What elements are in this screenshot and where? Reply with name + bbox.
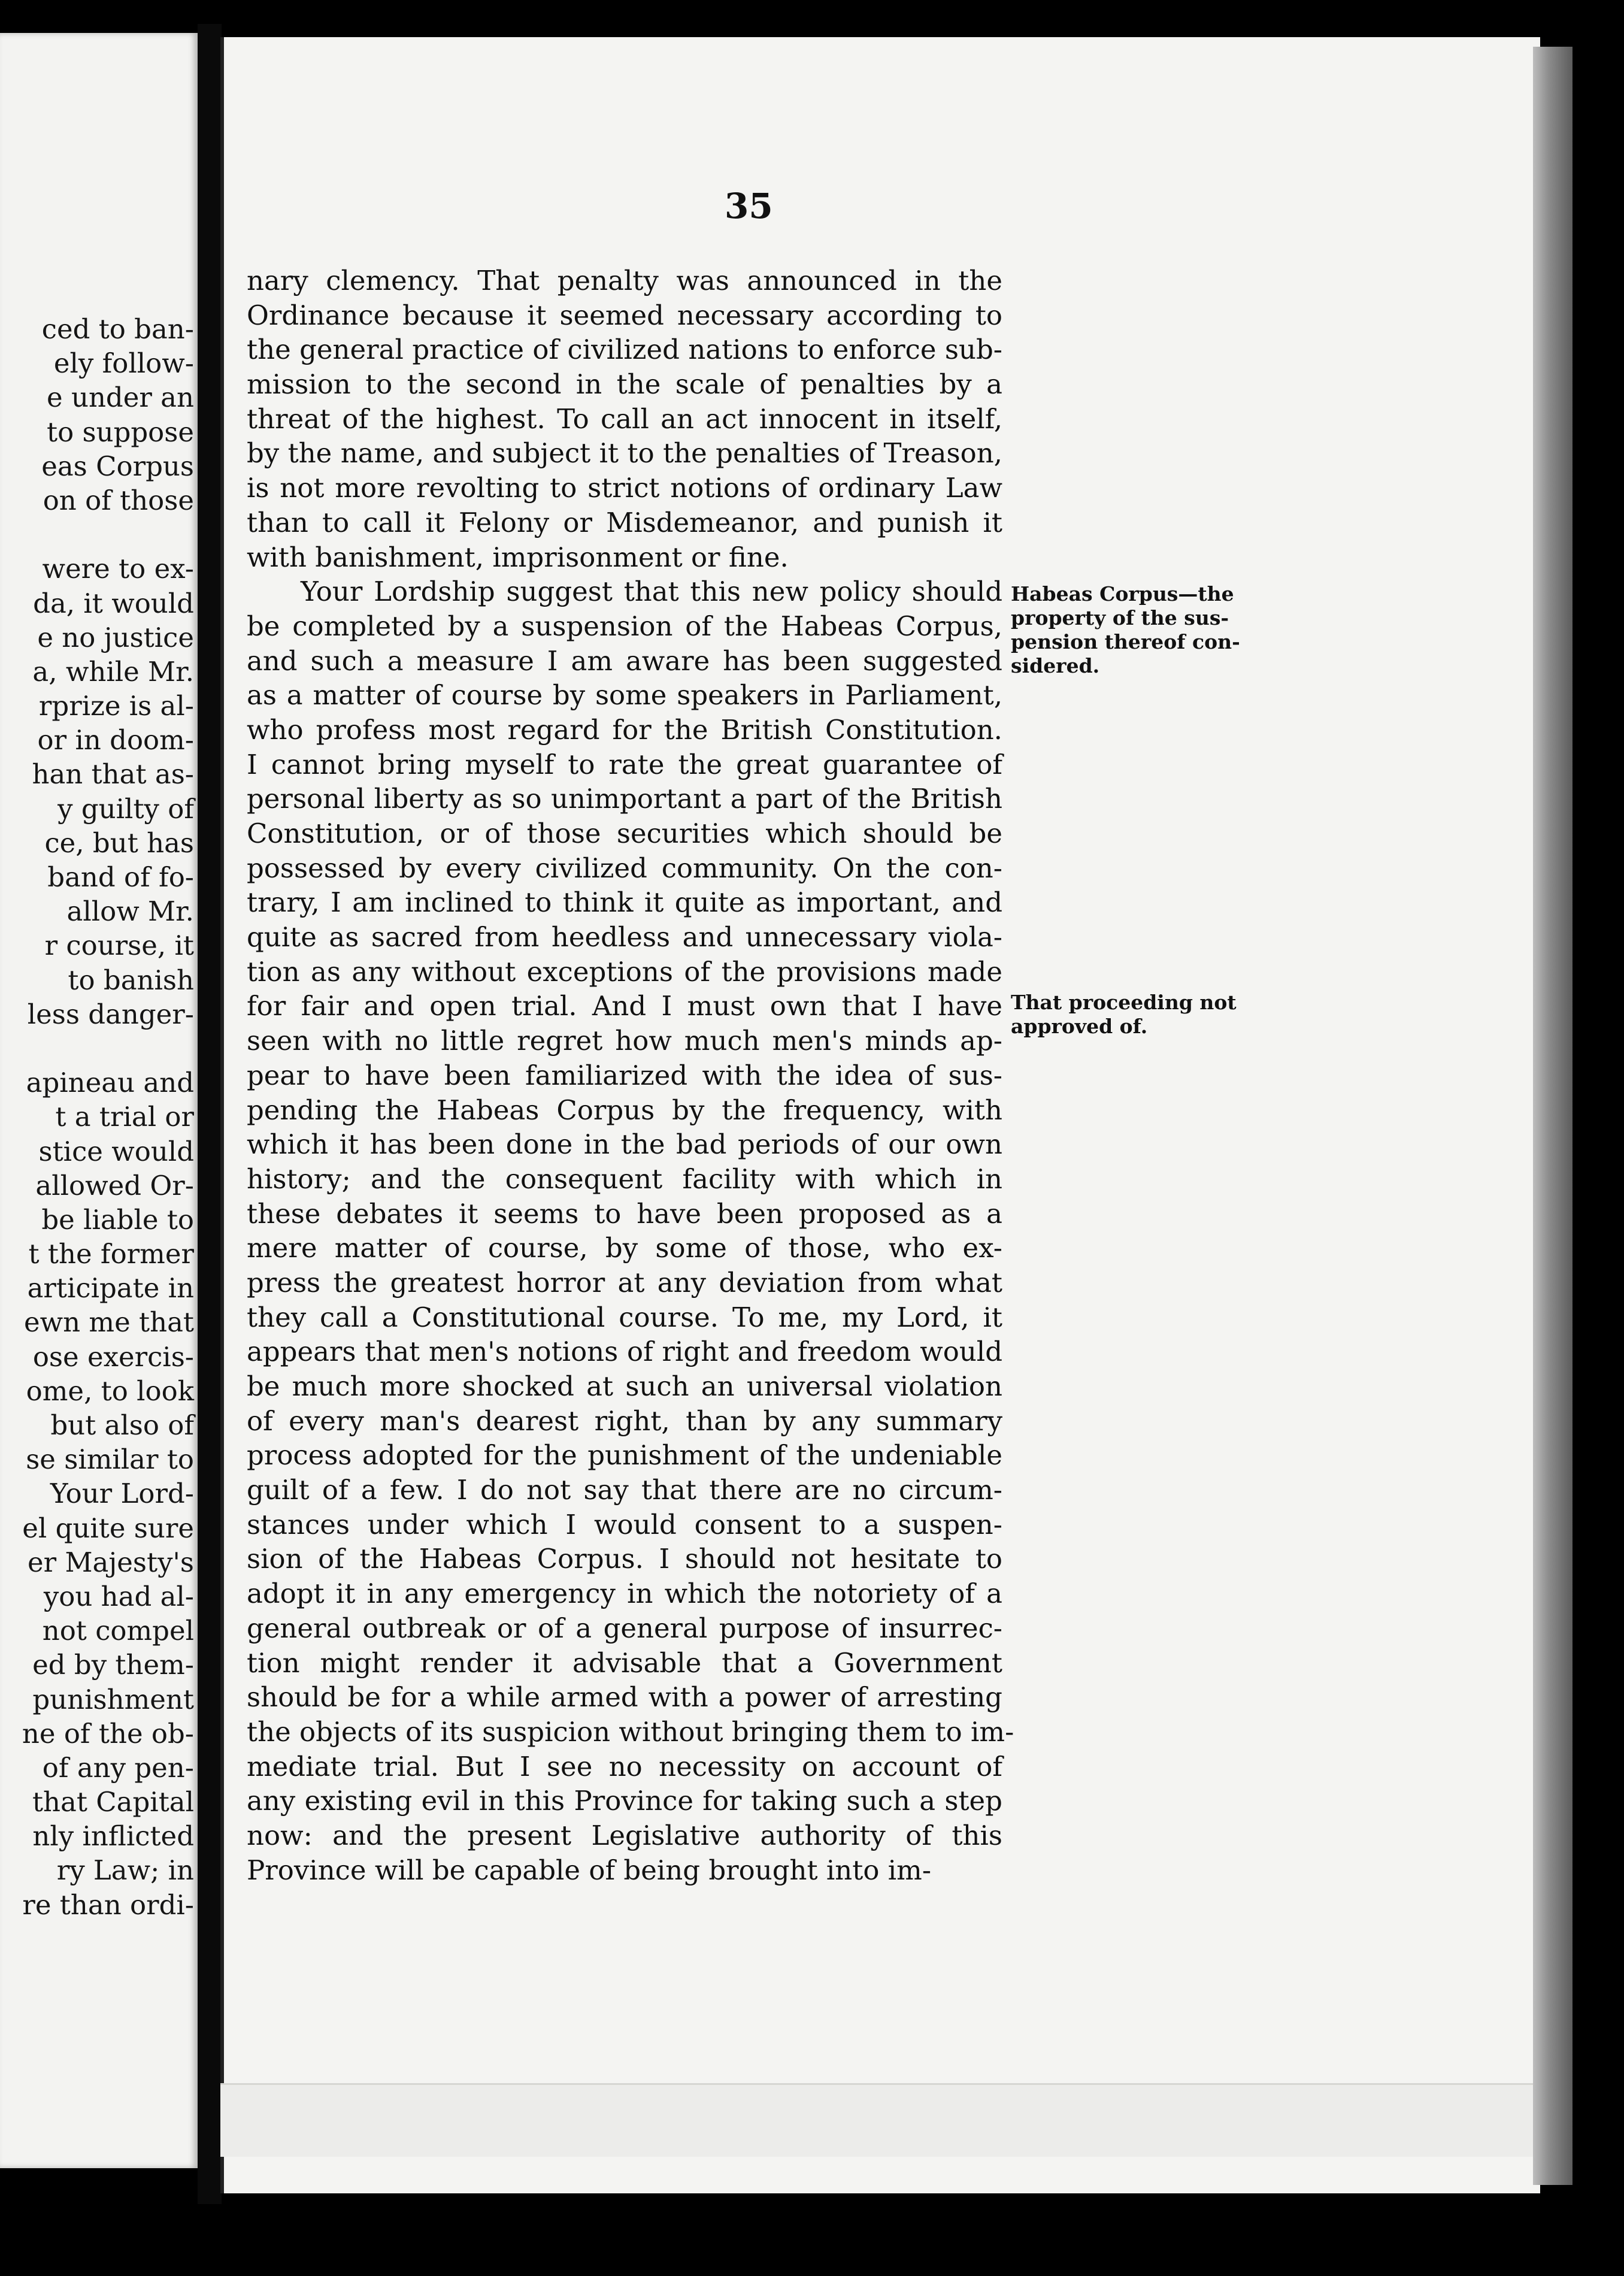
left-page-line: apineau and <box>26 1067 194 1099</box>
body-line: guilt of a few. I do not say that there are no circum- <box>247 1474 1002 1506</box>
body-line: of every man's dearest right, than by any summary <box>247 1405 1002 1437</box>
left-page-line: ry Law; in <box>56 1854 194 1887</box>
body-line: is not more revolting to strict notions of ordinary Law <box>247 472 1002 504</box>
body-line: by the name, and subject it to the penalties of Treason, <box>247 437 1002 470</box>
body-line: tion might render it advisable that a Government <box>247 1647 1002 1679</box>
left-page-line: of any pen- <box>42 1751 194 1784</box>
body-line: with banishment, imprisonment or fine. <box>247 541 789 573</box>
left-page-line: were to ex- <box>42 553 194 585</box>
left-page-line: articipate in <box>27 1272 194 1305</box>
left-page-line: allow Mr. <box>66 895 194 928</box>
left-page-line: ewn me that <box>23 1306 194 1339</box>
left-page-line: allowed Or- <box>35 1169 194 1201</box>
body-line: the objects of its suspicion without bringing them to im- <box>247 1715 1014 1748</box>
left-page-line: eas Corpus <box>41 450 194 482</box>
body-line: stances under which I would consent to a suspen- <box>247 1508 1002 1540</box>
left-page-line: e no justice <box>37 621 194 653</box>
margin-note-line: That proceeding not <box>1011 991 1237 1014</box>
body-line: personal liberty as so unimportant a part of the British <box>247 783 1002 815</box>
body-line: which it has been done in the bad periods of our own <box>247 1128 1002 1161</box>
body-line: nary clemency. That penalty was announced in the <box>247 265 1002 296</box>
body-line: than to call it Felony or Misdemeanor, and punish it <box>247 506 1002 538</box>
left-page-line: ced to ban- <box>41 313 194 345</box>
left-page-line: less danger- <box>27 998 194 1030</box>
left-page-line: or in doom- <box>37 724 194 756</box>
body-line: pear to have been familiarized with the idea of sus- <box>247 1059 1002 1091</box>
page-edge-stack <box>1533 47 1573 2185</box>
body-line: pending the Habeas Corpus by the frequency, with <box>247 1094 1002 1126</box>
margin-note-line: Habeas Corpus—the <box>1011 582 1234 606</box>
page-number: 35 <box>725 186 773 226</box>
body-line: process adopted for the punishment of the undeniable <box>247 1439 1002 1472</box>
left-page-line: e under an <box>47 382 194 414</box>
left-page-line: Your Lord- <box>50 1478 194 1510</box>
body-line: sion of the Habeas Corpus. I should not hesitate to <box>247 1543 1002 1575</box>
left-page-line: band of fo- <box>47 861 194 893</box>
left-page-gap <box>0 517 194 552</box>
left-page-line: you had al- <box>43 1580 194 1612</box>
left-page-line: nly inflicted <box>32 1820 194 1853</box>
body-line: for fair and open trial. And I must own that I have <box>247 990 1002 1022</box>
left-page-line: that Capital <box>32 1786 194 1818</box>
body-line: I cannot bring myself to rate the great guarantee of <box>247 748 1002 780</box>
body-line: be much more shocked at such an universal violation <box>247 1370 1002 1402</box>
body-line: adopt it in any emergency in which the notoriety of a <box>247 1578 1002 1610</box>
left-page-line: ely follow- <box>53 347 194 380</box>
body-line: Your Lordship suggest that this new policy should <box>301 576 1002 608</box>
left-page-line: han that as- <box>32 758 194 791</box>
body-line: should be for a while armed with a power of arresting <box>247 1681 1002 1714</box>
body-line: possessed by every civilized community. On the con- <box>247 852 1002 884</box>
left-page-line: to banish <box>68 964 194 996</box>
left-page-line: be liable to <box>41 1203 194 1236</box>
body-line: Constitution, or of those securities which should be <box>247 818 1002 849</box>
margin-note-habeas-corpus <box>1011 582 1250 678</box>
margin-note-proceeding <box>1011 991 1250 1039</box>
left-page-line: ose exercis- <box>32 1340 194 1373</box>
body-line: appears that men's notions of right and freedom would <box>247 1336 1002 1368</box>
left-page-line: el quite sure <box>22 1512 194 1544</box>
margin-note-line: sidered. <box>1011 654 1100 677</box>
left-page-line: but also of <box>50 1409 194 1441</box>
left-page-line: t a trial or <box>55 1101 194 1133</box>
left-page-line: stice would <box>38 1135 194 1167</box>
body-line: threat of the highest. To call an act innocent in itself, <box>247 402 1002 435</box>
left-page-line: ce, but has <box>44 827 194 859</box>
left-page-line: y guilty of <box>57 792 194 825</box>
left-page-text <box>0 312 194 1922</box>
body-line: seen with no little regret how much men's minds ap- <box>247 1025 1002 1057</box>
body-line: these debates it seems to have been proposed as a <box>247 1197 1002 1230</box>
body-line: mere matter of course, by some of those, who ex- <box>247 1232 1002 1264</box>
left-page-line: to suppose <box>47 416 194 448</box>
body-line: mediate trial. But I see no necessity on account of <box>247 1750 1002 1782</box>
book-gutter <box>198 24 222 2204</box>
left-page-line: rprize is al- <box>38 690 194 722</box>
left-page-line: re than ordi- <box>22 1888 194 1921</box>
body-line: any existing evil in this Province for taking such a step <box>247 1785 1002 1817</box>
margin-note-line: pension thereof con- <box>1011 630 1240 653</box>
left-page-line: se similar to <box>26 1443 194 1476</box>
body-line: they call a Constitutional course. To me, my Lord, it <box>247 1301 1002 1333</box>
body-line: Province will be capable of being brought into im- <box>247 1854 932 1886</box>
left-page-fragment <box>0 33 198 2168</box>
left-page-line: r course, it <box>44 930 194 962</box>
body-line: the general practice of civilized nations to enforce sub- <box>247 334 1002 366</box>
body-line: mission to the second in the scale of penalties by a <box>247 368 1002 401</box>
left-page-line: ne of the ob- <box>22 1717 194 1750</box>
left-page-line: on of those <box>43 484 194 516</box>
left-page-line: ome, to look <box>26 1375 194 1407</box>
body-line: trary, I am inclined to think it quite as important, and <box>247 886 1002 919</box>
left-page-line: da, it would <box>33 587 194 619</box>
body-line: who profess most regard for the British Constitution. <box>247 713 1002 746</box>
left-page-line: t the former <box>28 1238 194 1270</box>
body-line: general outbreak or of a general purpose of insurrec- <box>247 1612 1002 1644</box>
body-line: be completed by a suspension of the Habeas Corpus, <box>247 610 1002 642</box>
body-line: now: and the present Legislative authority of this <box>247 1819 1002 1851</box>
left-page-gap <box>0 1031 194 1066</box>
margin-note-line: property of the sus- <box>1011 606 1229 629</box>
body-line: press the greatest horror at any deviation from what <box>247 1266 1002 1299</box>
body-line: and such a measure I am aware has been suggested <box>247 644 1002 677</box>
body-text <box>247 264 1014 1887</box>
left-page-line: a, while Mr. <box>32 655 194 688</box>
body-line: history; and the consequent facility with which in <box>247 1163 1002 1195</box>
body-line: quite as sacred from heedless and unnecessary viola- <box>247 921 1002 954</box>
page-bottom-band <box>220 2083 1537 2157</box>
left-page-line: er Majesty's <box>28 1546 194 1578</box>
left-page-line: ed by them- <box>32 1649 194 1681</box>
left-page-line: not compel <box>42 1615 194 1647</box>
left-page-line: punishment <box>32 1683 194 1715</box>
body-line: tion as any without exceptions of the provisions made <box>247 955 1002 988</box>
body-line: as a matter of course by some speakers in Parliament, <box>247 679 1002 712</box>
margin-note-line: approved of. <box>1011 1015 1148 1038</box>
body-line: Ordinance because it seemed necessary according to <box>247 299 1002 331</box>
